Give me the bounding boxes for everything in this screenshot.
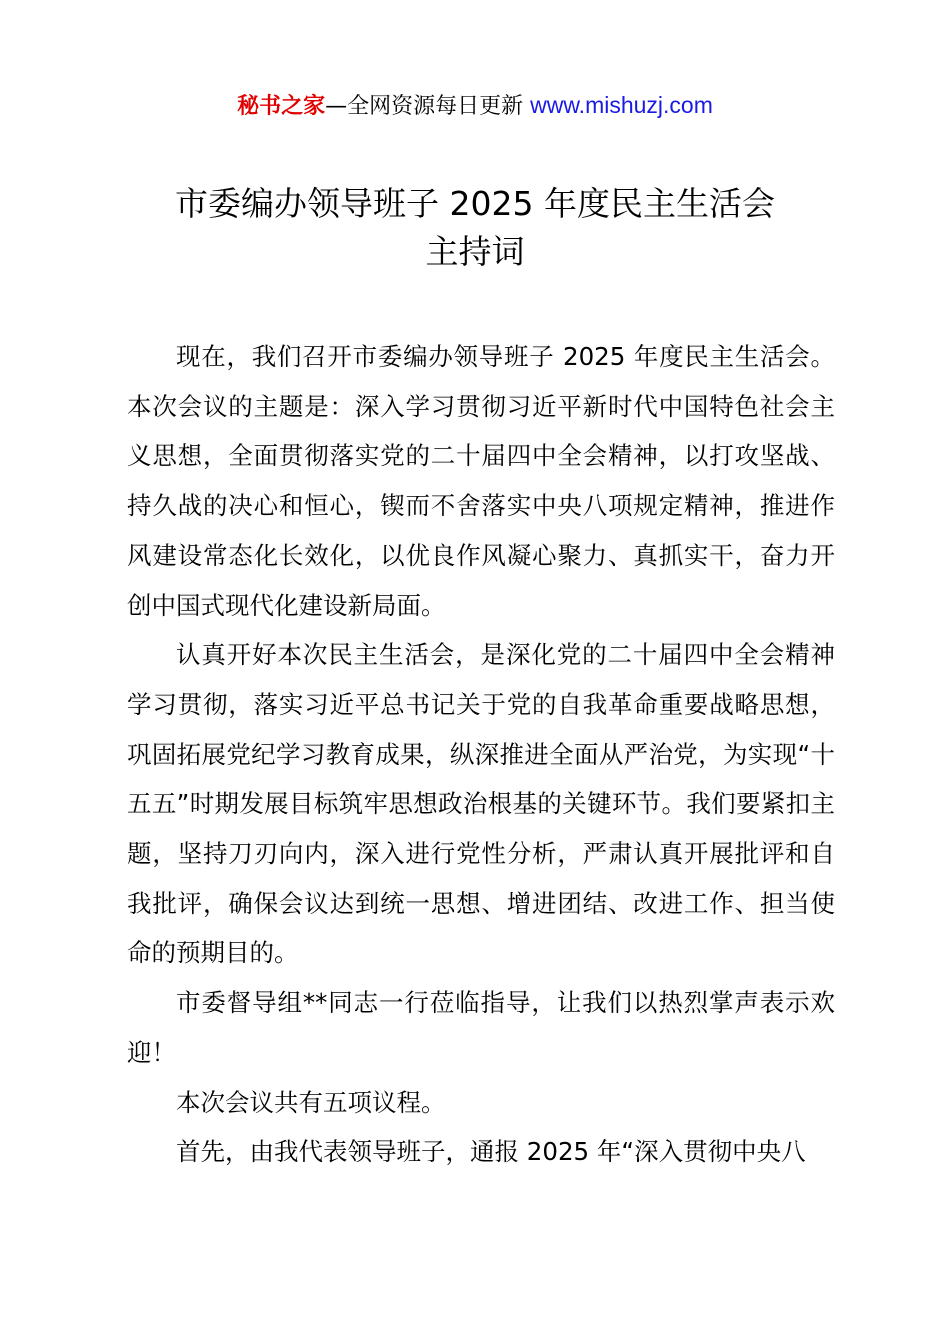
document-title-line-2: 主持词 <box>425 232 525 271</box>
document-title <box>0 180 950 276</box>
document-body <box>127 332 835 1177</box>
site-tagline: —全网资源每日更新 <box>325 94 524 119</box>
paragraph-significance: 认真开好本次民主生活会，是深化党的二十届四中全会精神学习贯彻，落实习近平总书记关于党的自我革命重要战略思想，巩固拓展党纪学习教育成果，纵深推进全面从严治党，为实现“十五五”时期发展目标筑牢思想政治根基的关键环节。我们要紧扣主题，坚持刀刃向内，深入进行党性分析，严肃认真开展批评和自我批评，确保会议达到统一思想、增进团结、改进工作、担当使命的预期目的。 <box>127 640 835 968</box>
site-url-link[interactable]: www.mishuzj.com <box>530 92 713 118</box>
site-brand: 秘书之家 <box>237 94 326 119</box>
paragraph-agenda: 本次会议共有五项议程。 <box>176 1087 446 1117</box>
paragraph-first-item: 首先，由我代表领导班子，通报 2025 年“深入贯彻中央八 <box>176 1137 806 1167</box>
paragraph-welcome: 市委督导组**同志一行莅临指导，让我们以热烈掌声表示欢迎！ <box>127 988 835 1067</box>
document-title-line-1: 市委编办领导班子 2025 年度民主生活会 <box>175 184 775 223</box>
site-header <box>0 88 950 124</box>
paragraph-opening: 现在，我们召开市委编办领导班子 2025 年度民主生活会。本次会议的主题是：深入学习贯彻习近平新时代中国特色社会主义思想，全面贯彻落实党的二十届四中全会精神，以打攻坚战、持久战的决心和恒心，锲而不舍落实中央八项规定精神，推进作风建设常态化长效化，以优良作风凝心聚力、真抓实干，奋力开创中国式现代化建设新局面。 <box>127 342 835 620</box>
